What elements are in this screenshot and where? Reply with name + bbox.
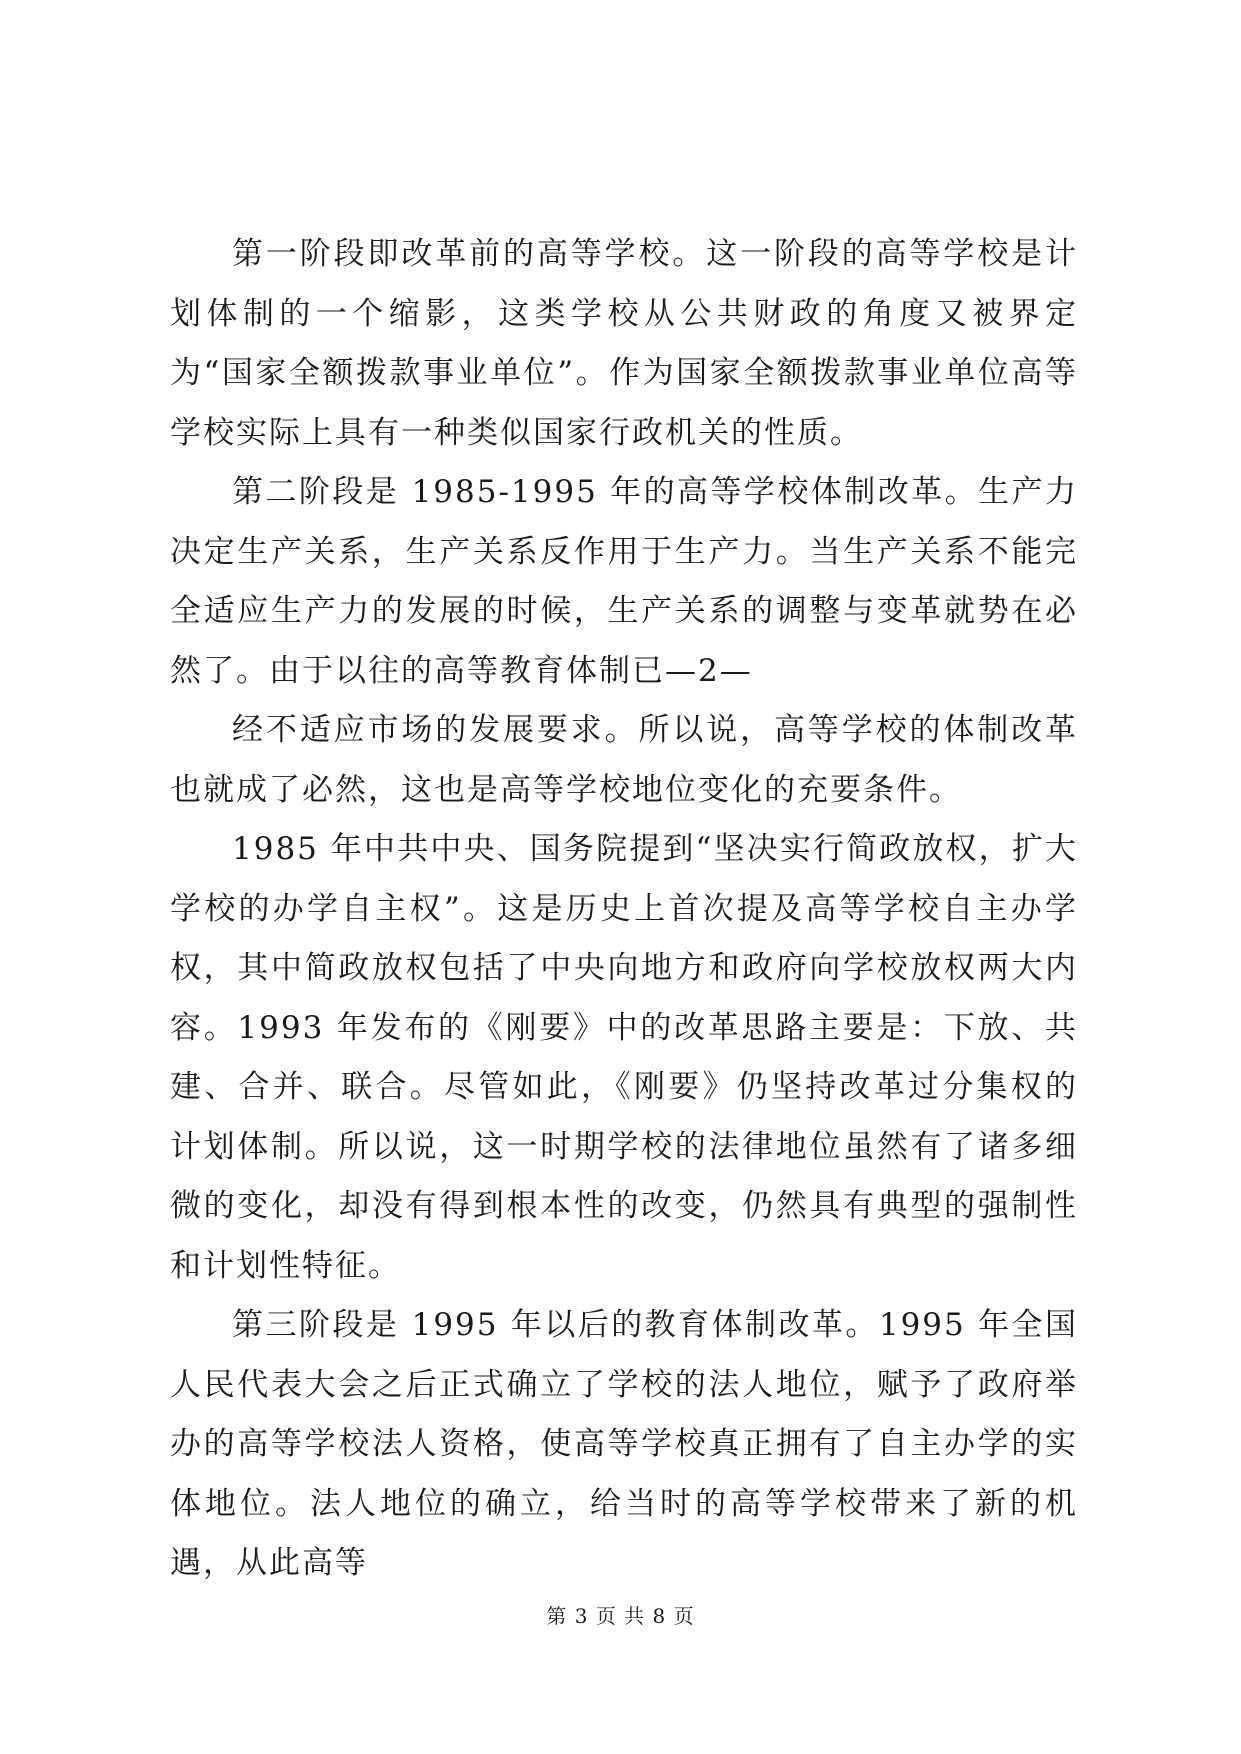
paragraph-stage-two: 第二阶段是 1985-1995 年的高等学校体制改革。生产力决定生产关系，生产关系反作用于生产力。当生产关系不能完全适应生产力的发展的时候，生产关系的调整与变革就势在必然了。由于以往的高等教育体制已—2— xyxy=(170,474,1078,689)
paragraph-stage-three: 第三阶段是 1995 年以后的教育体制改革。1995 年全国人民代表大会之后正式确立了学校的法人地位，赋予了政府举办的高等学校法人资格，使高等学校真正拥有了自主办学的实体地位。法人地位的确立，给当时的高等学校带来了新的机遇，从此高等 xyxy=(170,1307,1078,1581)
paragraph-1985-reform: 1985 年中共中央、国务院提到“坚决实行简政放权，扩大学校的办学自主权”。这是历史上首次提及高等学校自主办学权，其中简政放权包括了中央向地方和政府向学校放权两大内容。1993 年发布的《刚要》中的改革思路主要是：下放、共建、合并、联合。尽管如此，《刚要》仍坚持改革过分集权的计划体制。所以说，这一时期学校的法律地位虽然有了诸多细微的变化，却没有得到根本性的改变，仍然具有典型的强制性和计划性特征。 xyxy=(170,831,1078,1284)
paragraph-stage-one: 第一阶段即改革前的高等学校。这一阶段的高等学校是计划体制的一个缩影，这类学校从公共财政的角度又被界定为“国家全额拨款事业单位”。作为国家全额拨款事业单位高等学校实际上具有一种类似国家行政机关的性质。 xyxy=(170,236,1078,451)
body-text xyxy=(170,225,1078,1594)
page-number-footer: 第 3 页 共 8 页 xyxy=(546,1604,695,1628)
paragraph-stage-two-continued: 经不适应市场的发展要求。所以说，高等学校的体制改革也就成了必然，这也是高等学校地位变化的充要条件。 xyxy=(170,712,1078,808)
